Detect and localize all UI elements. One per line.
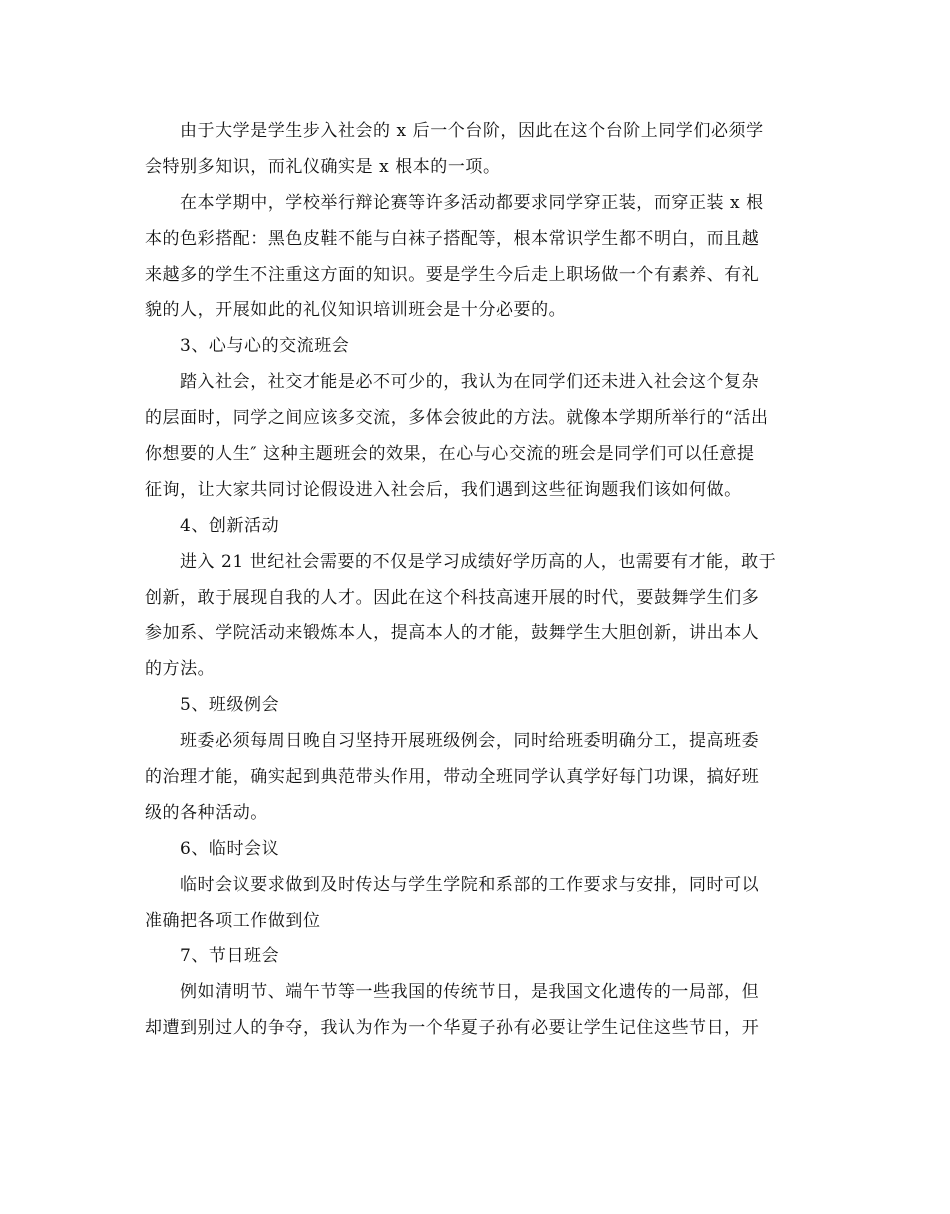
text-line: 貌的人，开展如此的礼仪知识培训班会是十分必要的。 xyxy=(145,300,567,321)
text-line: 在本学期中，学校举行辩论赛等许多活动都要求同学穿正装，而穿正装 x 根 xyxy=(180,192,764,213)
document-page xyxy=(145,114,809,1047)
text-line: 的层面时，同学之间应该多交流，多体会彼此的方法。就像本学期所举行的“活出 xyxy=(145,408,769,429)
text-line: 你想要的人生″ 这种主题班会的效果，在心与心交流的班会是同学们可以任意提 xyxy=(145,444,755,465)
text-line: 准确把各项工作做到位 xyxy=(145,910,321,931)
text-line: 6、临时会议 xyxy=(180,838,280,859)
text-line: 由于大学是学生步入社会的 x 后一个台阶，因此在这个台阶上同学们必须学 xyxy=(180,121,764,141)
text-line: 的方法。 xyxy=(145,659,216,680)
text-line: 5、班级例会 xyxy=(180,695,280,716)
text-line: 3、心与心的交流班会 xyxy=(180,336,350,357)
text-line: 却遭到别过人的争夺，我认为作为一个华夏子孙有必要让学生记住这些节日，开 xyxy=(145,1018,760,1039)
text-line: 例如清明节、端午节等一些我国的传统节日，是我国文化遗传的一局部，但 xyxy=(180,982,760,1003)
text-line: 的治理才能，确实起到典范带头作用，带动全班同学认真学好每门功课，搞好班 xyxy=(145,767,760,788)
text-line: 临时会议要求做到及时传达与学生学院和系部的工作要求与安排，同时可以 xyxy=(180,874,760,895)
text-line: 本的色彩搭配：黑色皮鞋不能与白袜子搭配等，根本常识学生都不明白，而且越 xyxy=(145,228,760,249)
text-line: 4、创新活动 xyxy=(180,515,280,536)
text-line: 会特别多知识，而礼仪确实是 x 根本的一项。 xyxy=(145,156,501,177)
text-line: 级的各种活动。 xyxy=(145,802,268,823)
text-line: 参加系、学院活动来锻炼本人，提高本人的才能，鼓舞学生大胆创新，讲出本人 xyxy=(145,623,760,644)
text-line: 征询，让大家共同讨论假设进入社会后，我们遇到这些征询题我们该如何做。 xyxy=(145,479,742,500)
text-line: 创新，敢于展现自我的人才。因此在这个科技高速开展的时代，要鼓舞学生们多 xyxy=(145,587,760,608)
text-line: 踏入社会，社交才能是必不可少的，我认为在同学们还未进入社会这个复杂 xyxy=(180,372,760,393)
text-line: 7、节日班会 xyxy=(180,946,280,967)
text-line: 班委必须每周日晚自习坚持开展班级例会，同时给班委明确分工，提高班委 xyxy=(180,731,760,752)
text-line: 来越多的学生不注重这方面的知识。要是学生今后走上职场做一个有素养、有礼 xyxy=(145,264,760,285)
text-line: 进入 21 世纪社会需要的不仅是学习成绩好学历高的人，也需要有才能，敢于 xyxy=(180,551,777,572)
